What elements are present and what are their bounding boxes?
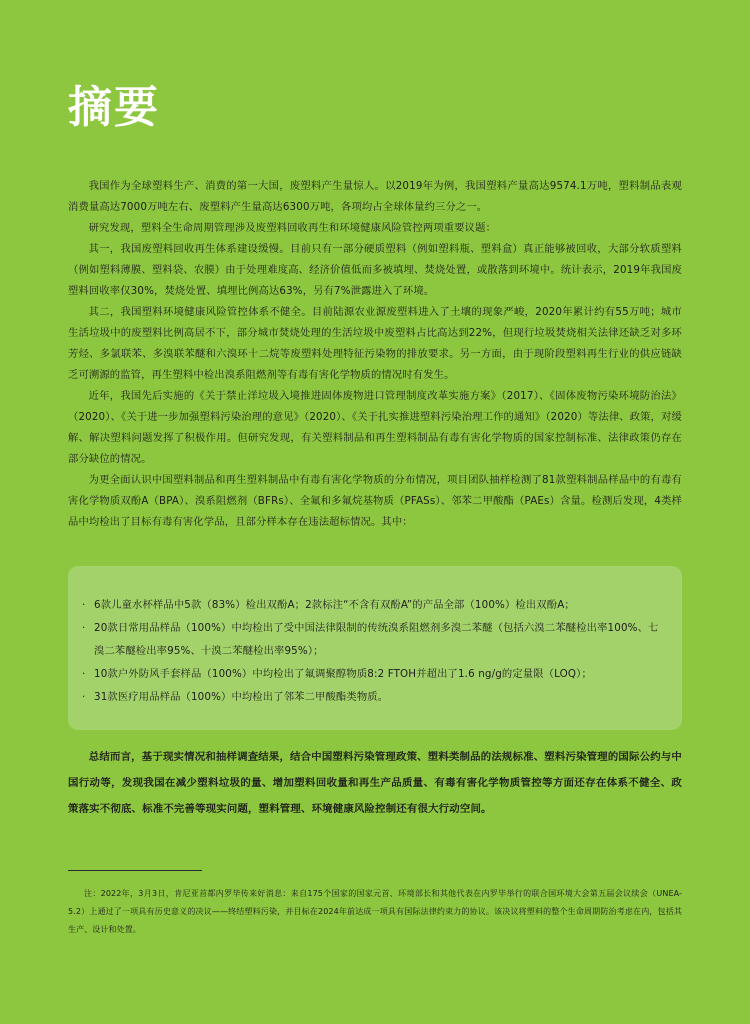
paragraph-testing: 为更全面认识中国塑料制品和再生塑料制品中有毒有害化学物质的分布情况，项目团队抽样检测了81款塑料制品样品中的有毒有害化学物质双酚A（BPA）、溴系阻燃剂（BFRs）、全氟和多氟烷基物质（PFASs）、邻苯二甲酸酯（PAEs）含量。检测后发现，4类样品中均检出了目标有毒有害化学品，且部分样本存在违法超标情况。其中： <box>68 474 682 528</box>
paragraph-findings-lead: 研究发现，塑料全生命周期管理涉及废塑料回收再生和环境健康风险管控两项重要议题： <box>88 222 497 234</box>
footnote: 注：2022年，3月3日，肯尼亚首都内罗毕传来好消息：来自175个国家的国家元首、环境部长和其他代表在内罗毕举行的联合国环境大会第五届会议续会（UNEA-5.2）上通过了一项具有历史意义的决议——终结塑料污染，并目标在2024年前达成一项具有国际法律约束力的协议。该决议将塑料的整个生命周期防治考虑在内，包括其生产、设计和处置。 <box>68 889 682 934</box>
finding-text: 6款儿童水杯样品中5款（83%）检出双酚A；2款标注“不含有双酚A”的产品全部（100%）检出双酚A； <box>94 599 575 611</box>
paragraph-policy: 近年，我国先后实施的《关于禁止洋垃圾入境推进固体废物进口管理制度改革实施方案》（2017）、《固体废物污染环境防治法》（2020）、《关于进一步加强塑料污染治理的意见》（2020）、《关于扎实推进塑料污染治理工作的通知》（2020）等法律、政策，对缓解、解决塑料问题发挥了积极作用。但研究发现，有关塑料制品和再生塑料制品有毒有害化学物质的国家控制标准、法律政策仍存在部分缺位的情况。 <box>68 390 682 465</box>
paragraph-risk-control: 其二，我国塑料环境健康风险管控体系不健全。目前陆源农业源废塑料进入了土壤的现象严峻，2020年累计约有55万吨；城市生活垃圾中的废塑料比例高居不下，部分城市焚烧处理的生活垃圾中废塑料占比高达到22%，但现行垃圾焚烧相关法律还缺乏对多环芳烃、多氯联苯、多溴联苯醚和六溴环十二烷等废塑料处理特征污染物的排放要求。另一方面，由于现阶段塑料再生行业的供应链缺乏可溯源的监管，再生塑料中检出溴系阻燃剂等有毒有害化学物质的情况时有发生。 <box>68 306 682 381</box>
finding-text: 20款日常用品样品（100%）中均检出了受中国法律限制的传统溴系阻燃剂多溴二苯醚（包括六溴二苯醚检出率100%、七溴二苯醚检出率95%、十溴二苯醚检出率95%）； <box>94 622 659 657</box>
findings-box <box>68 566 682 730</box>
paragraph-recycling: 其一，我国废塑料回收再生体系建设缓慢。目前只有一部分硬质塑料（例如塑料瓶、塑料盒）真正能够被回收，大部分软质塑料（例如塑料薄膜、塑料袋、农膜）由于处理难度高、经济价值低而多被填埋、焚烧处置，或散落到环境中。统计表示，2019年我国废塑料回收率仅30%，焚烧处置、填埋比例高达63%，另有7%泄露进入了环境。 <box>68 243 682 297</box>
finding-item <box>82 617 668 663</box>
finding-text: 10款户外防风手套样品（100%）中均检出了氟调聚醇物质8:2 FTOH并超出了1.6 ng/g的定量限（LOQ）； <box>94 668 592 680</box>
finding-item <box>82 663 668 686</box>
findings-list <box>82 594 668 709</box>
paragraph-intro: 我国作为全球塑料生产、消费的第一大国，废塑料产生量惊人。以2019年为例，我国塑料产量高达9574.1万吨，塑料制品表观消费量高达7000万吨左右、废塑料产生量高达6300万吨，各项均占全球体量约三分之一。 <box>68 180 682 213</box>
footnote-divider <box>68 870 202 871</box>
finding-text: 31款医疗用品样品（100%）中均检出了邻苯二甲酸酯类物质。 <box>94 691 389 703</box>
finding-item <box>82 594 668 617</box>
bullet-icon: · <box>82 622 86 634</box>
body-section <box>68 176 682 533</box>
summary-paragraph: 总结而言，基于现实情况和抽样调查结果，结合中国塑料污染管理政策、塑料类制品的法规标准、塑料污染管理的国际公约与中国行动等，发现我国在减少塑料垃圾的量、增加塑料回收量和再生产品质量、有毒有害化学物质管控等方面还存在体系不健全、政策落实不彻底、标准不完善等现实问题，塑料管理、环境健康风险控制还有很大行动空间。 <box>68 751 682 815</box>
bullet-icon: · <box>82 599 86 611</box>
finding-item <box>82 686 668 709</box>
page-title: 摘要 <box>68 82 160 133</box>
bullet-icon: · <box>82 691 86 703</box>
bullet-icon: · <box>82 668 86 680</box>
